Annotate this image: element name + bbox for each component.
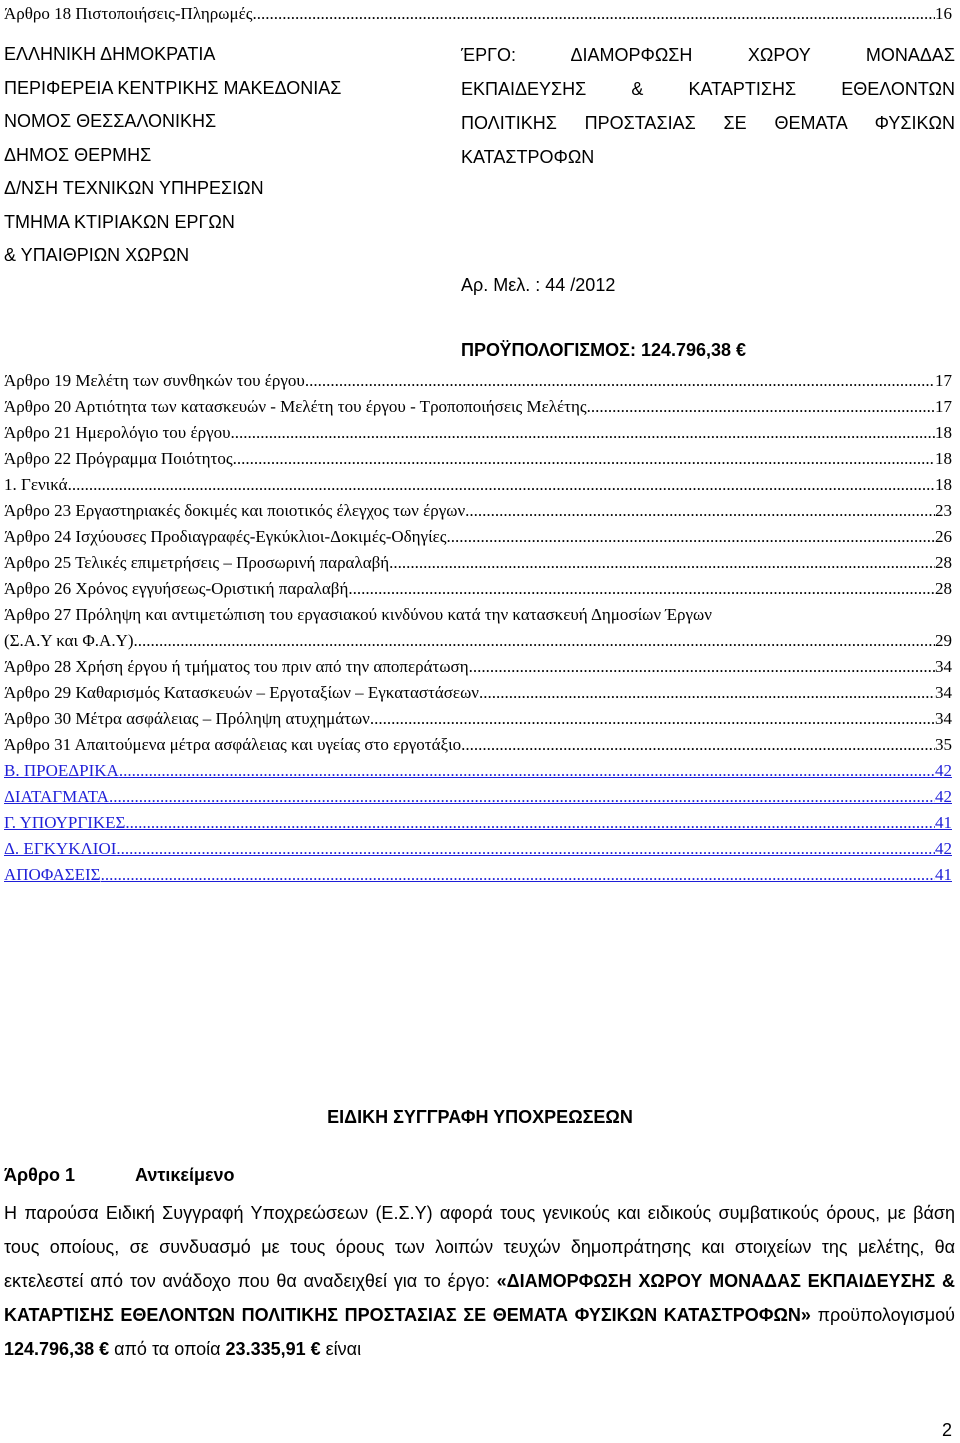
toc-entry-title: Άρθρο 30 Μέτρα ασφάλειας – Πρόληψη ατυχημάτων: [4, 709, 370, 728]
article-label: Άρθρο 1: [4, 1165, 76, 1185]
toc-leader-dots: [252, 4, 935, 24]
toc-leader-dots: [68, 475, 935, 495]
toc-entry-title: Γ. ΥΠΟΥΡΓΙΚΕΣ: [4, 813, 126, 832]
toc-entry-title: Άρθρο 24 Ισχύουσες Προδιαγραφές-Εγκύκλιοι-Δοκιμές-Οδηγίες: [4, 527, 447, 546]
toc-entry-page: 34: [935, 683, 952, 702]
toc-entry-page: 42: [935, 787, 952, 806]
toc-leader-dots: [119, 761, 935, 781]
toc-entry-page: 17: [935, 397, 952, 416]
toc-entry-page: 35: [935, 735, 952, 754]
project-name: «ΔΙΑΜΟΡΦΩΣΗ ΧΩΡΟΥ ΜΟΝΑΔΑΣ ΕΚΠΑΙΔΕΥΣΗΣ & ΚΑΤΑΡΤΙΣΗΣ ΕΘΕΛΟΝΤΩΝ ΠΟΛΙΤΙΚΗΣ ΠΡΟΣΤΑΣΙΑΣ ΣΕ ΘΕΜΑΤΑ ΦΥΣΙΚΩΝ ΚΑΤΑΣΤΡΟΦΩΝ»: [4, 1271, 955, 1325]
toc-leader-dots: [233, 449, 935, 469]
toc-entry[interactable]: [4, 397, 952, 417]
toc-entry[interactable]: [4, 657, 952, 677]
toc-leader-dots: [370, 709, 935, 729]
toc-entry-page: 28: [935, 579, 952, 598]
toc-entry-title: Άρθρο 19 Μελέτη των συνθηκών του έργου: [4, 371, 305, 390]
toc-entry-page: 23: [935, 501, 952, 520]
toc-entry-title: Άρθρο 31 Απαιτούμενα μέτρα ασφάλειας και υγείας στο εργοτάξιο: [4, 735, 462, 754]
toc-leader-dots: [305, 371, 935, 391]
toc-link-entry[interactable]: [4, 839, 952, 859]
toc-entry-title: (Σ.Α.Υ και Φ.Α.Υ): [4, 631, 134, 650]
toc-entry-title: Άρθρο 25 Τελικές επιμετρήσεις – Προσωρινή παραλαβή: [4, 553, 390, 572]
toc-entry-title: Άρθρο 20 Αρτιότητα των κατασκευών - Μελέτη του έργου - Τροποποιήσεις Μελέτης: [4, 397, 587, 416]
authority-line: ΝΟΜΟΣ ΘΕΣΣΑΛΟΝΙΚΗΣ: [4, 111, 217, 131]
body-text-segment: προϋπολογισμού: [810, 1305, 955, 1325]
article-body: [4, 1196, 955, 1366]
toc-entry[interactable]: [4, 683, 952, 703]
toc-entry-page: 42: [935, 761, 952, 780]
toc-entry-page: 29: [935, 631, 952, 650]
toc-leader-dots: [116, 839, 935, 859]
toc-leader-dots: [587, 397, 935, 417]
toc-entry-page: 18: [935, 423, 952, 442]
toc-entry[interactable]: [4, 527, 952, 547]
toc-entry-title: Άρθρο 27 Πρόληψη και αντιμετώπιση του εργασιακού κινδύνου κατά την κατασκευή Δημοσίων Έργων: [4, 605, 712, 624]
project-line: ΠΟΛΙΤΙΚΗΣ ΠΡΟΣΤΑΣΙΑΣ ΣΕ ΘΕΜΑΤΑ ΦΥΣΙΚΩΝ: [461, 113, 955, 133]
toc-entry-page: 28: [935, 553, 952, 572]
toc-entry-page: 41: [935, 865, 952, 884]
toc-leader-dots: [125, 813, 935, 833]
toc-leader-dots: [101, 865, 935, 885]
toc-entry[interactable]: [4, 631, 952, 651]
toc-entry-page: 18: [935, 475, 952, 494]
toc-entry[interactable]: [4, 709, 952, 729]
toc-leader-dots: [109, 787, 935, 807]
toc-entry[interactable]: [4, 371, 952, 391]
toc-entry-page: 42: [935, 839, 952, 858]
toc-leader-dots: [465, 501, 935, 521]
toc-entry-title: 1. Γενικά: [4, 475, 68, 494]
toc-leader-dots: [469, 657, 935, 677]
toc-entry-page: 41: [935, 813, 952, 832]
authority-line: & ΥΠΑΙΘΡΙΩΝ ΧΩΡΩΝ: [4, 245, 190, 265]
toc-entry-title: Άρθρο 28 Χρήση έργου ή τμήματος του πριν από την αποπεράτωση: [4, 657, 469, 676]
document-title: ΕΙΔΙΚΗ ΣΥΓΓΡΑΦΗ ΥΠΟΧΡΕΩΣΕΩΝ: [327, 1107, 633, 1127]
project-line: ΕΚΠΑΙΔΕΥΣΗΣ & ΚΑΤΑΡΤΙΣΗΣ ΕΘΕΛΟΝΤΩΝ: [461, 79, 955, 99]
toc-entry-wrap-first[interactable]: [4, 605, 952, 625]
project-line: ΚΑΤΑΣΤΡΟΦΩΝ: [461, 147, 595, 167]
body-text-segment: είναι: [320, 1339, 362, 1359]
vat-amount: 23.335,91 €: [225, 1339, 321, 1359]
toc-entry-title: Άρθρο 26 Χρόνος εγγυήσεως-Οριστική παραλαβή: [4, 579, 349, 598]
toc-entry-title: Άρθρο 23 Εργαστηριακές δοκιμές και ποιοτικός έλεγχος των έργων: [4, 501, 466, 520]
body-text-segment: από τα οποία: [109, 1339, 226, 1359]
toc-leader-dots: [461, 735, 935, 755]
authority-line: ΔΗΜΟΣ ΘΕΡΜΗΣ: [4, 144, 152, 165]
toc-entry-page: 17: [935, 371, 952, 390]
toc-entry-title: ΔΙΑΤΑΓΜΑΤΑ: [4, 787, 109, 806]
toc-entry-page: 18: [935, 449, 952, 468]
toc-link-entry[interactable]: [4, 787, 952, 807]
toc-entry-article-18[interactable]: [4, 4, 952, 24]
page-number: 2: [941, 1420, 952, 1440]
toc-entry[interactable]: [4, 501, 952, 521]
toc-entry-page: 16: [935, 4, 952, 23]
toc-leader-dots: [231, 423, 935, 443]
article-heading: [4, 1165, 235, 1186]
toc-entry-title: Άρθρο 22 Πρόγραμμα Ποιότητος: [4, 449, 233, 468]
toc-entry-title: Άρθρο 29 Καθαρισμός Κατασκευών – Εργοταξίων – Εγκαταστάσεων: [4, 683, 479, 702]
toc-entry[interactable]: [4, 579, 952, 599]
toc-leader-dots: [134, 631, 935, 651]
authority-line: ΠΕΡΙΦΕΡΕΙΑ ΚΕΝΤΡΙΚΗΣ ΜΑΚΕΔΟΝΙΑΣ: [4, 77, 342, 98]
article-title: Αντικείμενο: [135, 1165, 235, 1185]
toc-link-entry[interactable]: [4, 761, 952, 781]
toc-entry-title: Άρθρο 21 Ημερολόγιο του έργου: [4, 423, 231, 442]
toc-entry-title: Β. ΠΡΟΕΔΡΙΚΑ: [4, 761, 119, 780]
budget-amount: 124.796,38 €: [4, 1339, 110, 1359]
toc-entry-page: 26: [935, 527, 952, 546]
project-line: ΈΡΓΟ: ΔΙΑΜΟΡΦΩΣΗ ΧΩΡΟΥ ΜΟΝΑΔΑΣ: [461, 45, 955, 65]
toc-entry[interactable]: [4, 423, 952, 443]
study-number: Αρ. Μελ. : 44 /2012: [461, 275, 616, 295]
toc-entry-page: 34: [935, 709, 952, 728]
toc-entry[interactable]: [4, 553, 952, 573]
toc-leader-dots: [389, 553, 935, 573]
project-block: [461, 38, 955, 174]
toc-entry-title: Δ. ΕΓΚΥΚΛΙΟΙ: [4, 839, 117, 858]
authority-line: Δ/ΝΣΗ ΤΕΧΝΙΚΩΝ ΥΠΗΡΕΣΙΩΝ: [4, 178, 264, 198]
authority-line: ΕΛΛΗΝΙΚΗ ΔΗΜΟΚΡΑΤΙΑ: [4, 44, 216, 64]
body-text-segment: Η παρούσα Ειδική Συγγραφή Υποχρεώσεων (Ε.Σ.Υ) αφορά τους γενικούς και ειδικούς συμβατικούς όρους, με βάση τους οποίους, σε συνδυασμό με τους όρους των λοιπών τευχών δημοπράτησης και στοιχείων της μελέτης, θα εκτελεστεί από τον ανάδοχο που θα αναδειχθεί για το έργο:: [4, 1203, 955, 1291]
toc-entry[interactable]: [4, 449, 952, 469]
toc-entry[interactable]: [4, 475, 952, 495]
authority-line: ΤΜΗΜΑ ΚΤΙΡΙΑΚΩΝ ΕΡΓΩΝ: [4, 211, 235, 232]
toc-entry-title: Άρθρο 18 Πιστοποιήσεις-Πληρωμές: [4, 4, 253, 23]
toc-link-entry[interactable]: [4, 813, 952, 833]
toc-entry[interactable]: [4, 735, 952, 755]
budget-total: ΠΡΟΫΠΟΛΟΓΙΣΜΟΣ: 124.796,38 €: [461, 340, 747, 360]
toc-entry-title: ΑΠΟΦΑΣΕΙΣ: [4, 865, 101, 884]
toc-entry-page: 34: [935, 657, 952, 676]
toc-leader-dots: [447, 527, 935, 547]
toc-leader-dots: [479, 683, 935, 703]
toc-link-entry[interactable]: [4, 865, 952, 885]
authority-block: [4, 38, 341, 273]
toc-leader-dots: [348, 579, 935, 599]
